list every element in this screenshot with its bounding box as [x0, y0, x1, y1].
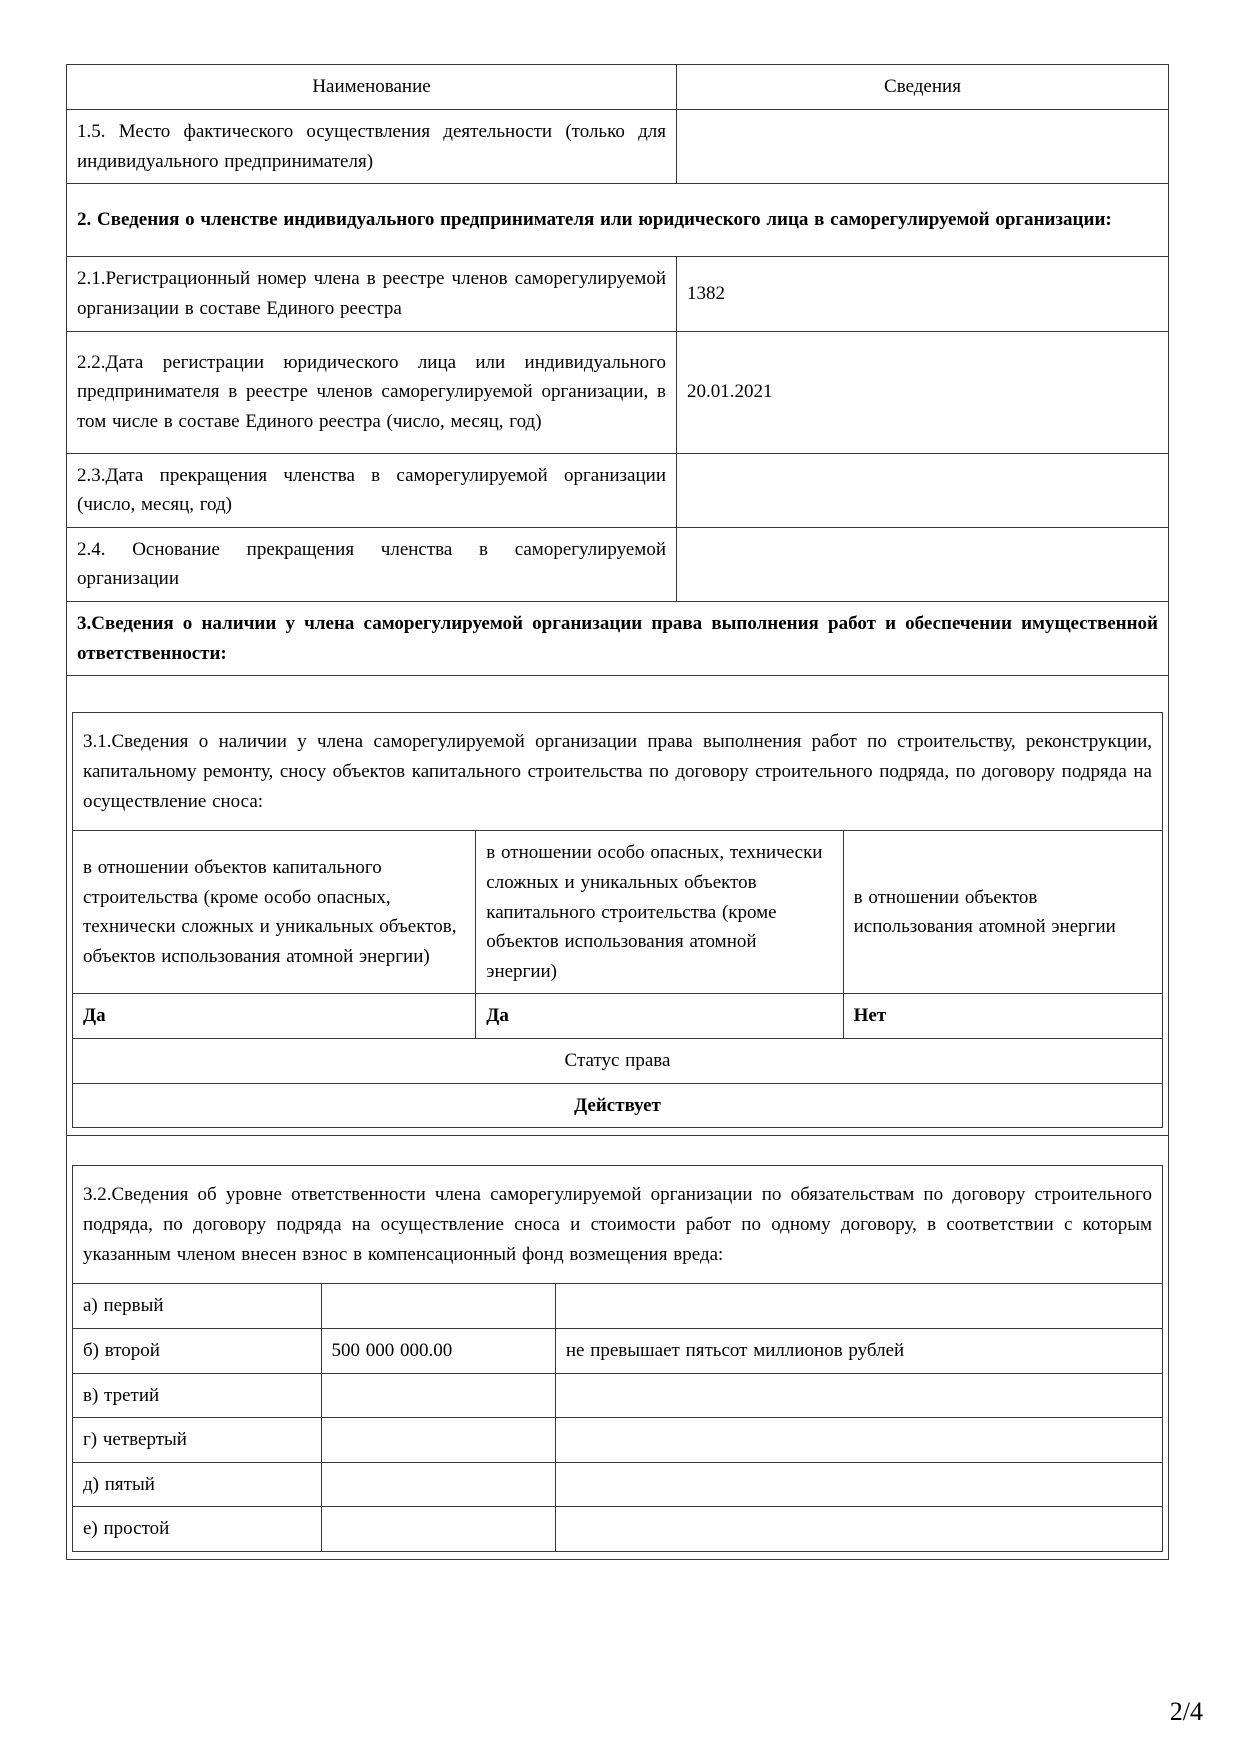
table-row — [67, 257, 1169, 331]
section-2-header: 2. Сведения о членстве индивидуального предпринимателя или юридического лица в саморегулируемой организации: — [67, 184, 1169, 257]
block-3-1-cell — [67, 676, 1169, 1136]
block-3-2-intro-row — [73, 1166, 1163, 1284]
block-3-2-table — [72, 1165, 1163, 1552]
scope-value-row — [73, 994, 1163, 1039]
level-g-amount — [321, 1418, 555, 1463]
row-2-1-label: 2.1.Регистрационный номер члена в реестре членов саморегулируемой организации в составе Единого реестра — [67, 257, 677, 331]
block-3-1-table — [72, 712, 1163, 1128]
level-row-v — [73, 1373, 1163, 1418]
block-3-2-row — [67, 1136, 1169, 1560]
document-page — [66, 64, 1169, 1560]
status-value-row — [73, 1083, 1163, 1128]
row-2-4-value — [677, 527, 1169, 601]
block-3-1-intro-row — [73, 713, 1163, 831]
section-2-row — [67, 184, 1169, 257]
row-2-4-label: 2.4. Основание прекращения членства в саморегулируемой организации — [67, 527, 677, 601]
level-e-amount — [321, 1507, 555, 1552]
section-3-row — [67, 602, 1169, 676]
table-header-row — [67, 65, 1169, 110]
info-column-header: Сведения — [677, 65, 1169, 110]
level-row-g — [73, 1418, 1163, 1463]
block-3-2-intro: 3.2.Сведения об уровне ответственности члена саморегулируемой организации по обязательствам по договору строительного подряда, по договору подряда на осуществление сноса и стоимости работ по одному договору, в соответствии с которым указанным членом внесен взнос в компенсационный фонд возмещения вреда: — [73, 1166, 1163, 1284]
level-row-d — [73, 1462, 1163, 1507]
registry-table — [66, 64, 1169, 1560]
row-2-2-value: 20.01.2021 — [677, 331, 1169, 453]
level-e-label: е) простой — [73, 1507, 322, 1552]
status-value: Действует — [73, 1083, 1163, 1128]
level-b-amount: 500 000 000.00 — [321, 1328, 555, 1373]
row-1-5-label: 1.5. Место фактического осуществления деятельности (только для индивидуального предпринимателя) — [67, 110, 677, 184]
scope-2-header: в отношении особо опасных, технически сложных и уникальных объектов капитального строительства (кроме объектов использования атомной энергии) — [476, 831, 843, 994]
block-3-1-intro: 3.1.Сведения о наличии у члена саморегулируемой организации права выполнения работ по строительству, реконструкции, капитальному ремонту, сносу объектов капитального строительства по договору строительного подряда, по договору подряда на осуществление сноса: — [73, 713, 1163, 831]
scope-1-header: в отношении объектов капитального строительства (кроме особо опасных, технически сложных и уникальных объектов, объектов использования атомной энергии) — [73, 831, 476, 994]
level-b-label: б) второй — [73, 1328, 322, 1373]
level-v-amount — [321, 1373, 555, 1418]
level-d-amount — [321, 1462, 555, 1507]
table-row — [67, 110, 1169, 184]
name-column-header: Наименование — [67, 65, 677, 110]
block-3-2-cell — [67, 1136, 1169, 1560]
section-3-header: 3.Сведения о наличии у члена саморегулируемой организации права выполнения работ и обеспечении имущественной ответственности: — [67, 602, 1169, 676]
status-label-row — [73, 1039, 1163, 1084]
table-row — [67, 453, 1169, 527]
row-2-3-value — [677, 453, 1169, 527]
level-a-note — [555, 1284, 1162, 1329]
scope-header-row — [73, 831, 1163, 994]
level-a-amount — [321, 1284, 555, 1329]
scope-3-value: Нет — [843, 994, 1162, 1039]
table-row — [67, 527, 1169, 601]
level-v-label: в) третий — [73, 1373, 322, 1418]
status-label: Статус права — [73, 1039, 1163, 1084]
row-2-1-value: 1382 — [677, 257, 1169, 331]
table-row — [67, 331, 1169, 453]
level-row-e — [73, 1507, 1163, 1552]
level-g-note — [555, 1418, 1162, 1463]
scope-1-value: Да — [73, 994, 476, 1039]
level-row-b — [73, 1328, 1163, 1373]
level-g-label: г) четвертый — [73, 1418, 322, 1463]
scope-3-header: в отношении объектов использования атомной энергии — [843, 831, 1162, 994]
level-e-note — [555, 1507, 1162, 1552]
level-a-label: а) первый — [73, 1284, 322, 1329]
level-d-note — [555, 1462, 1162, 1507]
level-v-note — [555, 1373, 1162, 1418]
level-b-note: не превышает пятьсот миллионов рублей — [555, 1328, 1162, 1373]
level-d-label: д) пятый — [73, 1462, 322, 1507]
scope-2-value: Да — [476, 994, 843, 1039]
page-number: 2/4 — [1169, 1697, 1203, 1726]
row-2-2-label: 2.2.Дата регистрации юридического лица или индивидуального предпринимателя в реестре членов саморегулируемой организации, в том числе в составе Единого реестра (число, месяц, год) — [67, 331, 677, 453]
row-1-5-value — [677, 110, 1169, 184]
block-3-1-row — [67, 676, 1169, 1136]
row-2-3-label: 2.3.Дата прекращения членства в саморегулируемой организации (число, месяц, год) — [67, 453, 677, 527]
level-row-a — [73, 1284, 1163, 1329]
